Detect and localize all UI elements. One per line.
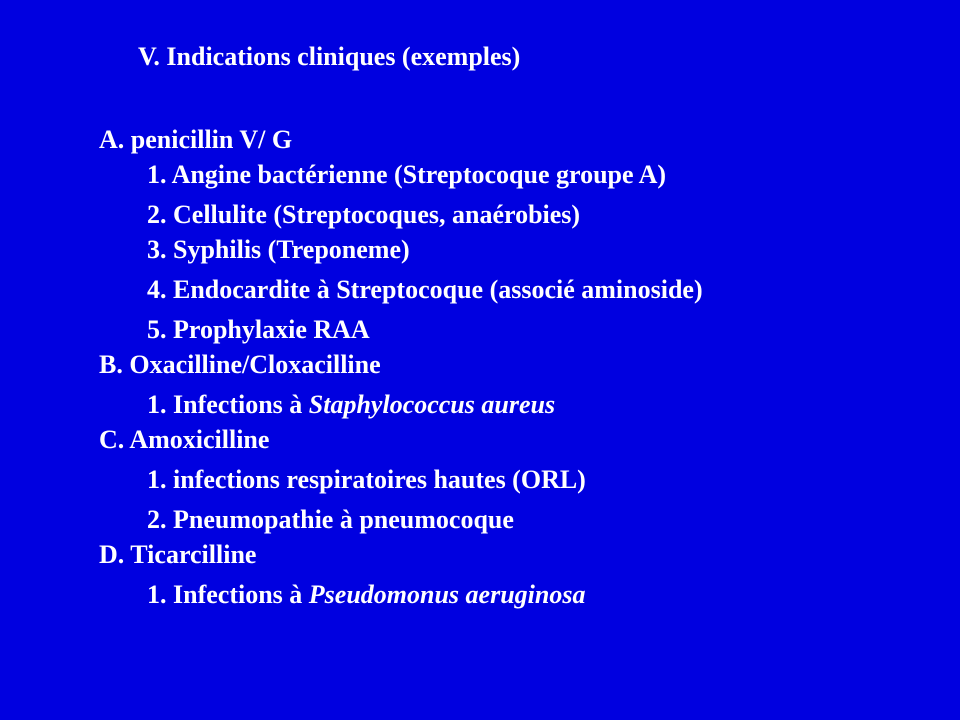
list-item: 2. Cellulite (Streptocoques, anaérobies) [147,200,581,229]
list-item [147,580,585,610]
section-heading-b: B. Oxacilline/Cloxacilline [99,350,381,379]
list-item: 4. Endocardite à Streptocoque (associé aminoside) [147,275,703,304]
list-item: 2. Pneumopathie à pneumocoque [147,505,514,534]
list-item: 5. Prophylaxie RAA [147,315,370,344]
section-heading-a: A. penicillin V/ G [99,125,293,154]
list-item-italic: Pseudomonus aeruginosa [308,580,586,609]
list-item: 1. infections respiratoires hautes (ORL) [147,465,586,494]
list-item-text: 1. Infections à [147,580,309,609]
slide-title: V. Indications cliniques (exemples) [138,42,521,71]
list-item: 1. Angine bactérienne (Streptocoque groupe A) [147,160,667,189]
section-heading-c: C. Amoxicilline [99,425,270,454]
list-item-italic: Staphylococcus aureus [308,390,556,419]
list-item: 3. Syphilis (Treponeme) [147,235,410,264]
list-item-text: 1. Infections à [147,390,309,419]
section-heading-d: D. Ticarcilline [99,540,257,569]
list-item [147,390,555,420]
